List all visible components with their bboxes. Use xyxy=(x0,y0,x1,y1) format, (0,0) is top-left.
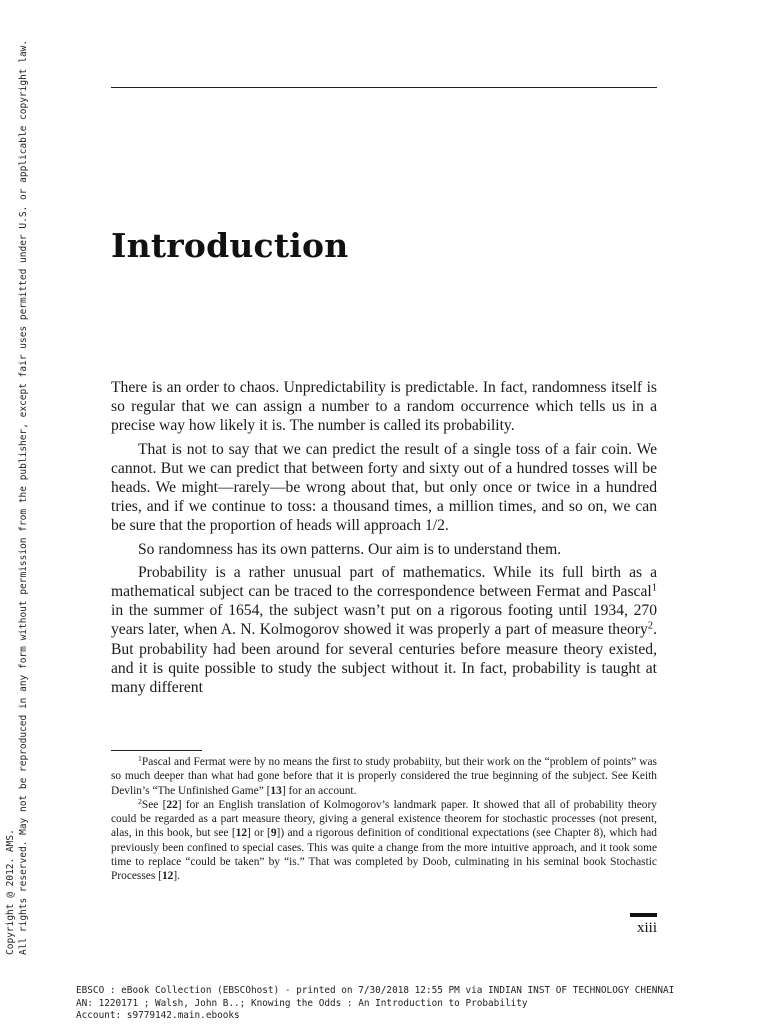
footnote-1-mark: 1 xyxy=(138,754,142,764)
copyright-notice xyxy=(4,39,30,955)
citation-12[interactable]: 12 xyxy=(235,827,248,840)
ebsco-line-2: AN: 1220171 ; Walsh, John B..; Knowing the Odds : An Introduction to Probability xyxy=(76,997,528,1009)
page-number-bar xyxy=(630,913,657,917)
footnote-2-text-e: ]. xyxy=(173,870,180,883)
paragraph-1: There is an order to chaos. Unpredictability is predictable. In fact, randomness itself is so regular that we can assign a number to a random occurrence which tells us in a precise way how likely it is. The number is called its probability. xyxy=(111,379,657,435)
copyright-line: Copyright @ 2012. AMS. xyxy=(5,829,16,955)
citation-22[interactable]: 22 xyxy=(166,798,178,811)
ebsco-line-1: EBSCO : eBook Collection (EBSCOhost) - printed on 7/30/2018 12:55 PM via INDIAN INST OF TECHNOLOGY CHENNAI xyxy=(76,985,675,996)
chapter-title: Introduction xyxy=(111,226,349,265)
footnote-ref-1[interactable]: 1 xyxy=(651,582,657,594)
footnote-rule xyxy=(111,750,202,751)
footnote-2-mark: 2 xyxy=(138,797,142,807)
citation-13[interactable]: 13 xyxy=(270,784,282,797)
paragraph-4-part-a: Probability is a rather unusual part of mathematics. While its full birth as a mathematical subject can be traced to the correspondence between Fermat and Pascal xyxy=(111,563,657,601)
paragraph-2: That is not to say that we can predict the result of a single toss of a fair coin. We cannot. But we can predict that between forty and sixty out of a hundred tosses will be heads. We might—rarely—be wrong about that, but only once or twice in a hundred tries, and if we continue to toss: a thousand times, a million times, and so on, we can be sure that the proportion of heads will approach 1/2. xyxy=(111,440,657,535)
paragraph-4-part-b: in the summer of 1654, the subject wasn’t put on a rigorous footing until 1934, 270 years later, when A. N. Kolmogorov showed it was properly a part of measure theory xyxy=(111,602,657,639)
footnotes xyxy=(111,755,657,884)
footnote-1 xyxy=(111,755,657,798)
citation-9[interactable]: 9 xyxy=(270,827,277,840)
footnote-2-text-a: See [ xyxy=(141,798,167,811)
footnote-ref-2[interactable]: 2 xyxy=(647,621,654,633)
paragraph-4 xyxy=(111,563,657,697)
header-rule xyxy=(111,87,657,88)
footnote-2-text-c: ] or [ xyxy=(247,827,271,840)
footnote-2-text-d: ]) and a rigorous definition of conditional expectations (see Chapter 8), which had previously been confined to special cases. This was quite a change from the more intuitive approach, and it took some time to replace “could be taken” by “is.” That was completed by Doob, culminating in his seminal book Stochastic Processes [ xyxy=(111,827,658,883)
footnote-1-text-b: ] for an account. xyxy=(281,784,357,797)
page-number: xiii xyxy=(636,920,657,936)
paragraph-3: So randomness has its own patterns. Our aim is to understand them. xyxy=(138,540,562,558)
footnote-1-text-a: Pascal and Fermat were by no means the first to study probabiity, but their work on the “problem of points” was so much deeper than what had gone before that it is properly considered the true beginning of the subject. See Keith Devlin’s “The Unfinished Game” [ xyxy=(111,756,657,797)
footnote-2 xyxy=(111,798,657,884)
body-text xyxy=(111,378,657,701)
rights-line: All rights reserved. May not be reproduced in any form without permission from the publisher, except fair uses permitted under U.S. or applicable copyright law. xyxy=(18,39,29,955)
ebsco-footer xyxy=(76,985,756,1023)
citation-12-b[interactable]: 12 xyxy=(161,870,174,883)
paragraph-4-part-c: . But probability had been around for several centuries before measure theory existed, and it is quite possible to study the subject without it. In fact, probability is taught at many different xyxy=(111,621,657,697)
ebsco-line-3: Account: s9779142.main.ebooks xyxy=(76,1010,240,1022)
footnote-2-text-b: ] for an English translation of Kolmogorov’s landmark paper. It showed that all of probability theory could be regarded as a part measure theory, giving a general existence theorem for stochastic processes (not present, alas, in this book, but see [ xyxy=(111,798,657,840)
